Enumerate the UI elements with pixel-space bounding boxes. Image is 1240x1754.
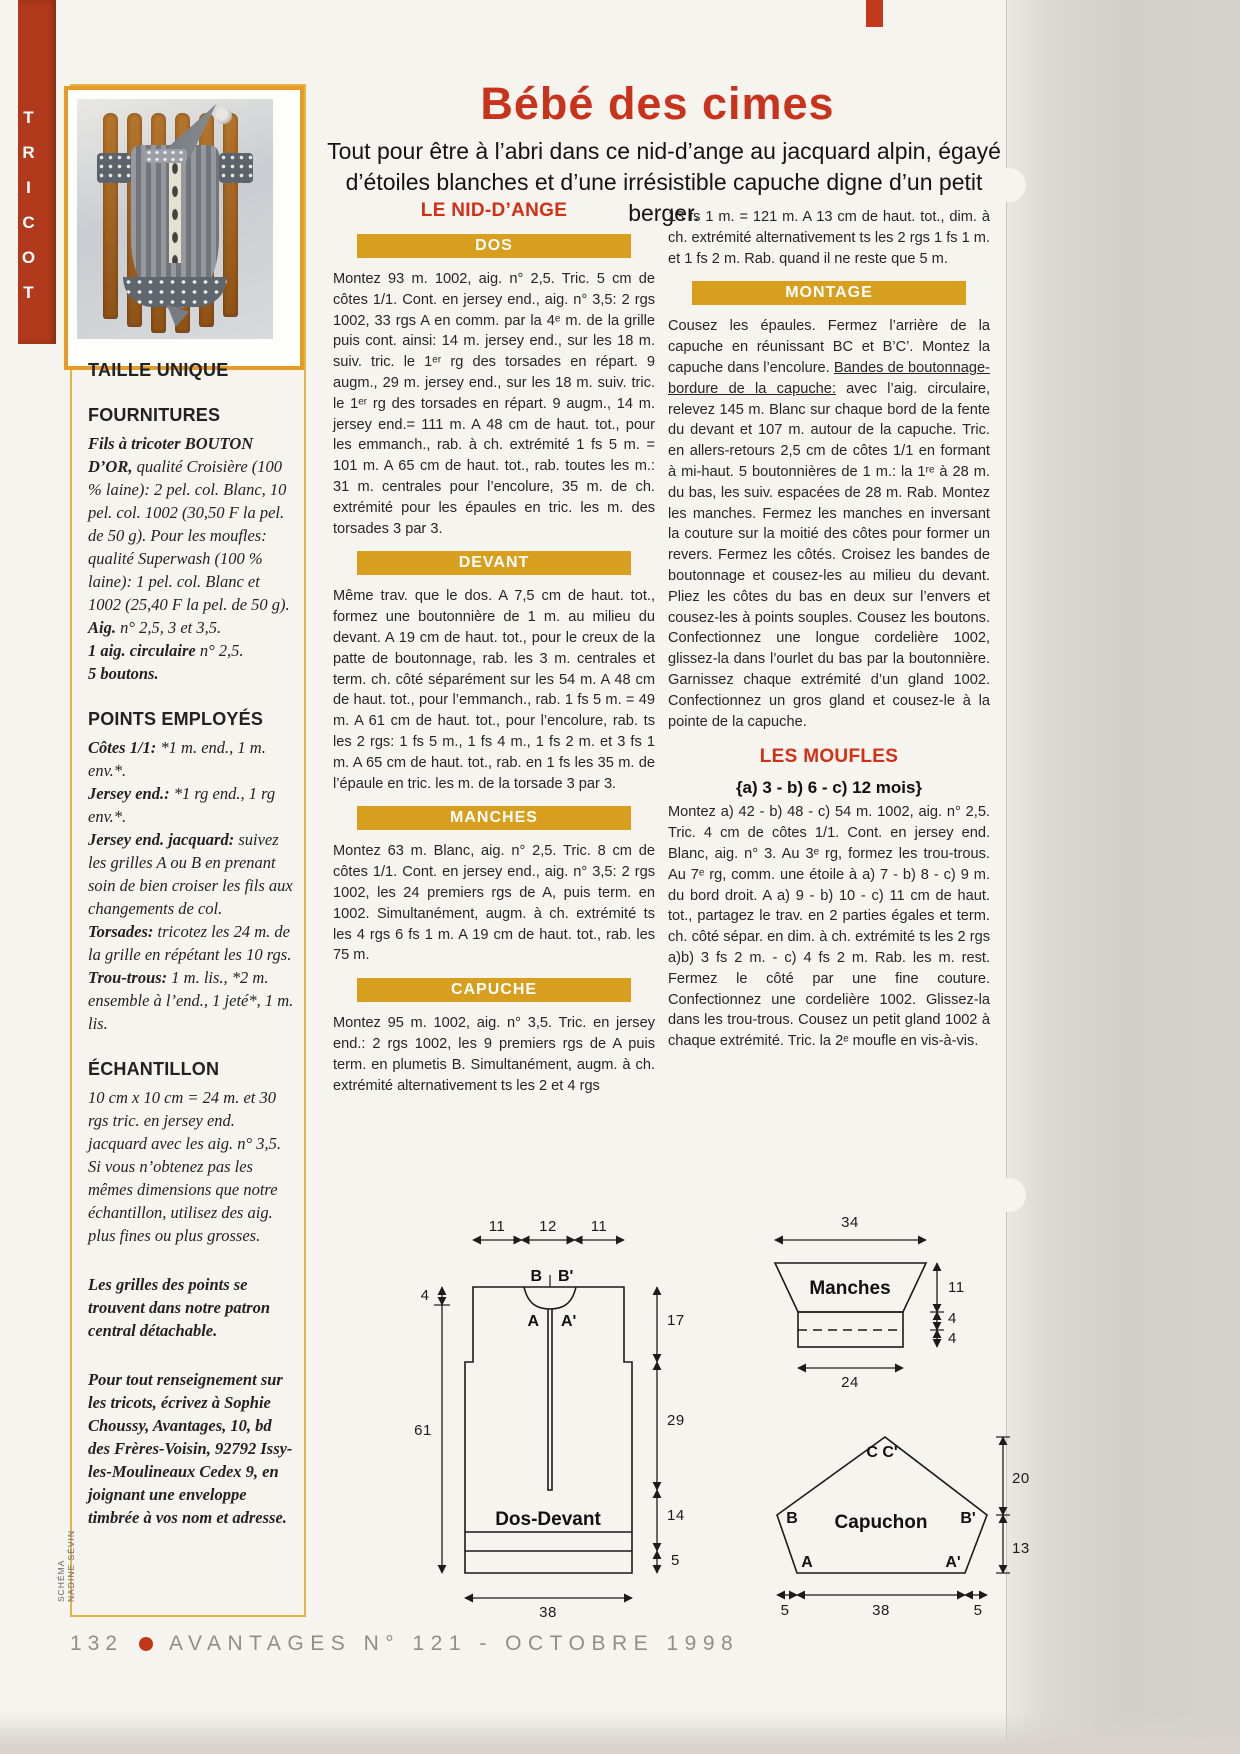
diagram-label-capuchon: Capuchon [834,1512,928,1533]
text-segment: tricotez les 24 m. de la grille en répétant les 10 rgs. [88,922,292,964]
diagram-dos-devant [375,1205,695,1625]
page-title: Bébé des cimes [480,78,835,129]
dim-bottom-5a: 5 [780,1602,790,1619]
footer-bullet-icon [139,1637,153,1651]
text-segment: *1 m. end., 1 m. env.*. [88,738,266,780]
sidebar-heading: FOURNITURES [88,405,221,425]
sizes-subhead: {a) 3 - b) 6 - c) 12 mois} [735,778,923,798]
text-segment: Montez 63 m. Blanc, aig. n° 2,5. Tric. 8 cm de côtes 1/1. Cont. en jersey end., aig. n° 3,5: 2 rgs 1002, les 24 premiers rgs de A, puis term. en 1002. Simultanément, augm. à ch. extrémité ts les 4 rgs 6 fs 1 m. A 19 cm de haut. tot., rab. les 75 m. [333,843,655,964]
footer-magazine-issue: AVANTAGES N° 121 - OCTOBRE 1998 [169,1632,740,1655]
text-segment: Fils à tricoter BOUTON D’OR, [88,434,254,476]
text-segment: 1 aig. circulaire [88,641,196,660]
rubric-bar [18,0,56,344]
dim-right-13: 13 [1012,1540,1030,1557]
dim-bottom-5b: 5 [973,1602,983,1619]
text-segment: 13 fs 1 m. = 121 m. A 13 cm de haut. tot., dim. à ch. extrémité alternativement ts les 2 rgs 1 fs 1 m. et 1 fs 2 m. Rab. quand il ne reste que 5 m. [668,209,990,267]
dim-bottom-38: 38 [539,1604,557,1621]
dim-right-20: 20 [1012,1470,1030,1487]
text-segment: suivez les grilles A ou B en prenant soin de bien croiser les fils aux changements de col. [88,830,293,918]
paragraph [333,586,655,794]
sidebar-heading: POINTS EMPLOYÉS [88,709,264,729]
hat-brim [145,149,187,163]
sidebar-text [88,432,294,616]
paragraph [668,316,990,732]
diagram-manches [700,1210,1000,1395]
section-bar-dos: DOS [357,234,631,258]
page-notch [992,1178,1026,1212]
sidebar-text [88,1086,294,1247]
text-segment: Montez 95 m. 1002, aig. n° 3,5. Tric. en jersey end.: 2 rgs 1002, les 9 premiers rgs de A puis term. en plumetis B. Simultanément, augm. à ch. extrémité alternativement ts les 2 et 4 rgs [333,1015,655,1094]
section-heading: LE NID-D’ANGE [420,200,568,221]
corner-mark [866,0,883,27]
sidebar-text [88,966,294,1035]
bunting-sleeve-right [219,153,253,183]
sidebar-text [88,782,294,828]
sidebar-text [88,1368,294,1529]
point-B-prime: B' [558,1268,574,1285]
dim-right-14: 14 [667,1507,685,1524]
point-C-Cprime: C C' [866,1444,898,1461]
text-segment: *1 rg end., 1 rg env.*. [88,784,276,826]
sidebar-text [88,639,294,662]
dim-bottom-24: 24 [841,1374,859,1391]
text-segment: n° 2,5. [195,641,244,660]
point-B-prime: B' [960,1510,976,1527]
sidebar-text [88,736,294,782]
dim-right-17: 17 [667,1312,685,1329]
text-segment: 10 cm x 10 cm = 24 m. et 30 rgs tric. en jersey end. jacquard avec les aig. n° 3,5. Si vous n’obtenez pas les mêmes dimensions que notre échantillon, utilisez des aig. plus fines ou plus grosses. [88,1088,281,1245]
dim-top-34: 34 [841,1214,859,1231]
text-segment: avec l’aig. circulaire, relevez 145 m. Blanc sur chaque bord de la fente du devant et 107 m. autour de la capuche. Tric. en allers-retours 2,5 cm de côtes 1/1 en formant à mi-haut. 5 boutonnières de 1 m.: la 1ʳᵉ à 28 m. du bas, les suiv. espacées de 28 m. Rab. Montez les manches. Fermez les manches en inversant la couture sur la moitié des côtes pour former un revers. Fermez les côtés. Croisez les bandes de boutonnage et cousez-les au milieu du devant. Pliez les côtes du bas en deux sur l’envers et cousez-les à points souples. Cousez les boutons. Confectionnez une longue cordelière 1002, glissez-la dans l’ourlet du bas par la boutonnière. Garnissez chaque extrémité d’un gland 1002. Confectionnez un gros gland et cousez-le à la pointe de la capuche. [668,380,990,730]
text-segment: n° 2,5, 3 et 3,5. [115,618,222,637]
photo-frame [64,86,304,370]
text-segment: Même trav. que le dos. A 7,5 cm de haut. tot., formez une boutonnière de 1 m. au milieu du devant. A 19 cm de haut. tot., pour le creux de la patte de boutonnage, rab. les 3 m. centrales et term. ch. côté séparément sur les 54 m. A 48 cm de haut. tot., pour l’emmanch., rab. 1 fs 5 m. = 49 m. A 61 cm de haut. tot., pour l’encolure, rab. ts les 2 rgs: 1 fs 5 m., 1 fs 4 m., 1 fs 2 m. et 3 fs 1 m. A 65 cm de haut. tot., rab. en 1 fs les 35 m. de l’épaule en tric. les m. de la torsade 3 par 3. [333,588,655,792]
sidebar-text [88,1273,294,1342]
dim-right-5: 5 [671,1552,680,1569]
point-A: A [527,1313,539,1330]
page-number: 132 [70,1632,124,1655]
section-bar-montage: MONTAGE [692,281,966,305]
point-A-prime: A' [561,1313,577,1330]
sidebar-heading: ÉCHANTILLON [88,1059,220,1079]
subtitle-line2: d’étoiles blanches et d’une irrésistible capuche digne d’un petit berger. [345,169,983,226]
text-segment: Jersey end. jacquard: [88,830,235,849]
sidebar-text [88,828,294,920]
paragraph [333,1013,655,1096]
text-segment: Trou-trous: [88,968,168,987]
sidebar-sections [88,405,294,1529]
footer [70,1632,739,1656]
diagram-capuchon [690,1425,1030,1650]
paragraph [668,802,990,1052]
text-segment: Pour tout renseignement sur les tricots, écrivez à Sophie Choussy, Avantages, 10, bd des Frères-Voisin, 92792 Issy-les-Moulineaux Cedex 9, en joignant une enveloppe timbrée à vos nom et adresse. [88,1370,293,1527]
photo-credit: SCHÉMA NADINE SÉVIN [56,1530,76,1602]
text-segment: Aig. [88,618,116,637]
text-segment: 1 m. lis., *2 m. ensemble à l’end., 1 jeté*, 1 m. lis. [88,968,294,1033]
article-column-2 [668,207,990,1052]
section-bar-devant: DEVANT [357,551,631,575]
rubric-label: TRICOT [19,108,38,318]
sidebar-content [88,360,294,1529]
text-segment: Montez a) 42 - b) 48 - c) 54 m. 1002, aig. n° 2,5. Tric. 4 cm de côtes 1/1. Cont. en jersey end. Blanc, aig. n° 3. Au 3ᵉ rg, formez les trou-trous. Au 7ᵉ rg, comm. une étoile à a) 7 - b) 8 - c) 9 m. du bord droit. A a) 9 - b) 10 - c) 11 cm de haut. tot., partagez le trav. en 2 parties égales et term. ch. côté sépar. en dim. à ch. extrémité ts les 2 rgs a)b) 3 fs 2 m. - c) 4 fs 2 m. Rab. les m. rest. Fermez le côté par une fine couture. Confectionnez une cordelière 1002. Glissez-la dans les trou-trous. Cousez un petit gland 1002 à chaque extrémité. Tric. la 2ᵉ moufle en vis-à-vis. [668,804,990,1050]
section-bar-manches: MANCHES [357,806,631,830]
sidebar-text [88,662,294,685]
diagram-label-manches: Manches [809,1278,891,1299]
dim-left-height: 61 [414,1422,432,1439]
dim-top-right: 11 [590,1218,608,1235]
text-segment: Bandes de boutonnage-bordure de la capuche: [668,359,990,397]
bunting-sleeve-left [97,153,131,183]
point-B: B [530,1268,542,1285]
text-segment: Côtes 1/1: [88,738,157,757]
bunting-button-placket [169,151,181,263]
size-label: TAILLE UNIQUE [88,360,229,380]
dim-right-4a: 4 [948,1310,957,1327]
diagram-label-dos-devant: Dos-Devant [495,1509,601,1530]
dim-right-4b: 4 [948,1330,957,1347]
dim-right-11: 11 [948,1279,965,1296]
text-segment: Cousez les épaules. Fermez l’arrière de la capuche en réunissant BC et B’C’. Montez la capuche dans l’encolure. [668,318,990,376]
dim-top-left: 11 [488,1218,506,1235]
hat-pompom [215,107,232,124]
dim-left-small: 4 [420,1287,430,1304]
dim-top-middle: 12 [539,1218,557,1235]
page-edge-right [1006,0,1240,1754]
paragraph [333,269,655,539]
point-A-prime: A' [945,1554,961,1571]
text-segment: 5 boutons. [88,664,159,683]
section-bar-capuche: CAPUCHE [357,978,631,1002]
text-segment: Jersey end.: [88,784,170,803]
text-segment: Les grilles des points se trouvent dans notre patron central détachable. [88,1275,270,1340]
paragraph [668,207,990,269]
dim-right-29: 29 [667,1412,685,1429]
point-A: A [801,1554,813,1571]
point-B: B [786,1510,798,1527]
photo-knitted-bunting [77,99,273,339]
article-column-1 [333,200,655,1096]
text-segment: qualité Croisière (100 % laine): 2 pel. col. Blanc, 10 pel. col. 1002 (30,50 F la pel. de 50 g). Pour les moufles: qualité Superwash (100 % laine): 1 pel. col. Blanc et 1002 (25,40 F la pel. de 50 g). [88,457,290,614]
paragraph [333,841,655,966]
sidebar-text [88,920,294,966]
sidebar-text [88,616,294,639]
page-edge-bottom [0,1712,1240,1754]
text-segment: Montez 93 m. 1002, aig. n° 2,5. Tric. 5 cm de côtes 1/1. Cont. en jersey end., aig. n° 3,5: 2 rgs 1002, 33 rgs A en comm. par la 4ᵉ m. de la grille puis cont. ainsi: 14 m. jersey end., sur les 18 m. suiv. tric. le 1ᵉʳ rg des torsades en répart. 9 augm., 29 m. jersey end., sur les 18 m. suiv. tric. le 1ᵉʳ rg des torsades en répart. 9 augm., 14 m. jersey end.= 111 m. A 48 cm de haut. tot., pour les emmanch., rab. à ch. extrémité 1 fs 5 m. = 101 m. A 65 cm de haut. tot., rab. toutes les m.: 31 m. centrales pour l’encolure, 35 m. de ch. extrémité pour les épaules en tric. les m. des torsades 3 par 3. [333,271,655,537]
dim-bottom-38: 38 [872,1602,890,1619]
subtitle-line1: Tout pour être à l’abri dans ce nid-d’ange au jacquard alpin, égayé [327,138,1001,164]
section-heading: LES MOUFLES [759,746,899,768]
text-segment: Torsades: [88,922,154,941]
bunting-hem-band [123,277,227,307]
sled-slat [103,113,118,319]
